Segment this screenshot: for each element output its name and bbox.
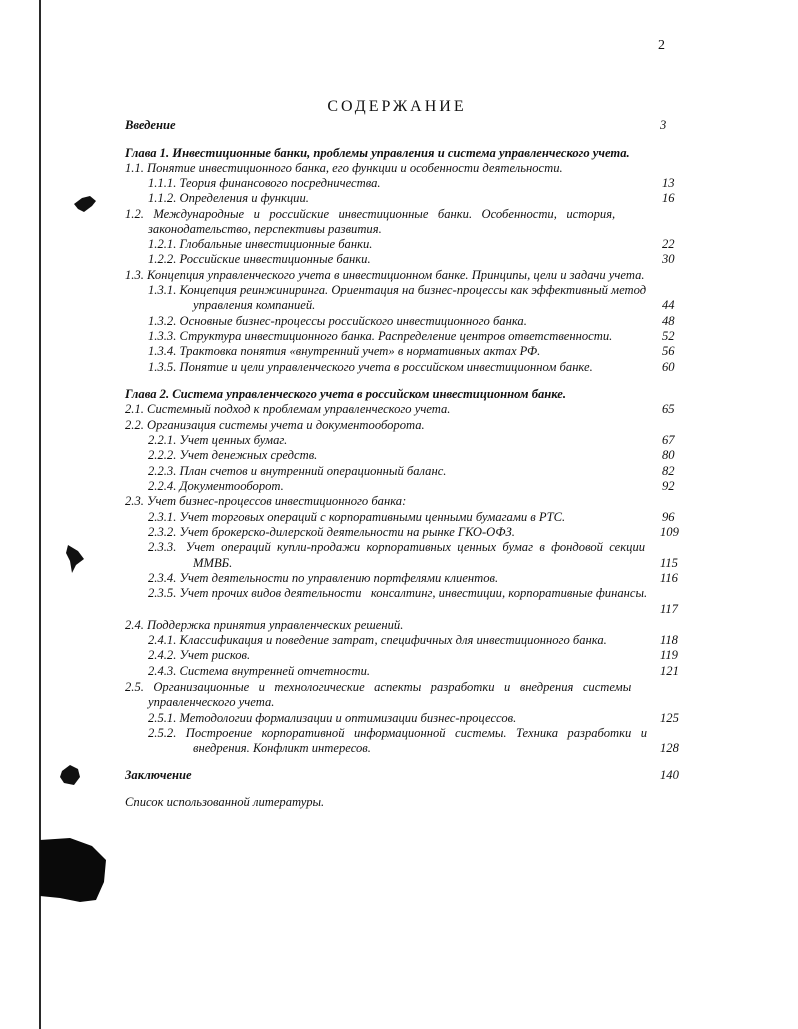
toc-item-1-1: 1.1. Понятие инвестиционного банка, его функции и особенности деятельности.: [125, 161, 563, 175]
toc-page-2-1: 65: [662, 402, 675, 416]
toc-page-2-2-1: 67: [662, 433, 675, 447]
intro-entry: [125, 118, 176, 133]
toc-item-2-3-4: 2.3.4. Учет деятельности по управлению портфелями клиентов.: [148, 571, 499, 585]
page-title: [0, 98, 798, 116]
toc-item-2-1: 2.1. Системный подход к проблемам управленческого учета.: [125, 402, 451, 416]
title-text: СОДЕРЖАНИЕ: [327, 98, 467, 115]
intro-label: Введение: [125, 118, 176, 132]
toc-item-2-4-1: 2.4.1. Классификация и поведение затрат, специфичных для инвестиционного банка.: [148, 633, 607, 647]
toc-item-2-2-4: 2.2.4. Документооборот.: [148, 479, 284, 493]
toc-item-1-2-cont: законодательство, перспективы развития.: [148, 222, 382, 236]
toc-item-2-2-2: 2.2.2. Учет денежных средств.: [148, 448, 318, 462]
intro-page: 3: [660, 118, 667, 132]
toc-item-2-3-3-cont: ММВБ.: [193, 556, 233, 570]
toc-item-2-5: 2.5. Организационные и технологические аспекты разработки и внедрения системы: [125, 680, 632, 694]
toc-item-1-3-1: 1.3.1. Концепция реинжиниринга. Ориентация на бизнес-процессы как эффективный метод: [148, 283, 647, 297]
toc-item-2-3-1: 2.3.1. Учет торговых операций с корпоративными ценными бумагами в РТС.: [148, 510, 566, 524]
toc-item-1-2-2: 1.2.2. Российские инвестиционные банки.: [148, 252, 371, 266]
toc-item-2-4: 2.4. Поддержка принятия управленческих решений.: [125, 618, 404, 632]
toc-item-2-3-5: 2.3.5. Учет прочих видов деятельности консалтинг, инвестиции, корпоративные финансы.: [148, 586, 648, 600]
conclusion-label: Заключение: [125, 768, 192, 782]
toc-item-2-2-1: 2.2.1. Учет ценных бумаг.: [148, 433, 288, 447]
toc-page-2-4-3: 121: [660, 664, 679, 678]
toc-item-1-3-2: 1.3.2. Основные бизнес-процессы российского инвестиционного банка.: [148, 314, 527, 328]
toc-item-1-3: 1.3. Концепция управленческого учета в инвестиционном банке. Принципы, цели и задачи учета.: [125, 268, 645, 282]
toc-item-1-3-3: 1.3.3. Структура инвестиционного банка. Распределение центров ответственности.: [148, 329, 613, 343]
toc-item-1-2: 1.2. Международные и российские инвестиционные банки. Особенности, история,: [125, 207, 616, 221]
conclusion-page: 140: [660, 768, 679, 782]
toc-page-1-2-1: 22: [662, 237, 675, 251]
page-number: 2: [658, 38, 665, 53]
toc-page-2-2-2: 80: [662, 448, 675, 462]
toc-page-2-4-2: 119: [660, 648, 678, 662]
toc-page-2-4-1: 118: [660, 633, 678, 647]
toc-item-2-3-2: 2.3.2. Учет брокерско-дилерской деятельности на рынке ГКО-ОФЗ.: [148, 525, 515, 539]
toc-item-2-2-3: 2.2.3. План счетов и внутренний операционный баланс.: [148, 464, 447, 478]
toc-page-2-5-2: 128: [660, 741, 679, 755]
toc-page-2-3-1: 96: [662, 510, 675, 524]
toc-page-1-3-5: 60: [662, 360, 675, 374]
toc-item-2-5-cont: управленческого учета.: [148, 695, 275, 709]
ink-blot-1: [72, 194, 98, 214]
toc-page-2-3-3: 115: [660, 556, 678, 570]
toc-item-2-4-2: 2.4.2. Учет рисков.: [148, 648, 251, 662]
toc-page-2-5-1: 125: [660, 711, 679, 725]
toc-page-2-2-3: 82: [662, 464, 675, 478]
toc-page-2-3-4: 116: [660, 571, 678, 585]
toc-item-2-5-2-cont: внедрения. Конфликт интересов.: [193, 741, 371, 755]
toc-item-2-5-1: 2.5.1. Методологии формализации и оптимизации бизнес-процессов.: [148, 711, 517, 725]
toc-item-1-2-1: 1.2.1. Глобальные инвестиционные банки.: [148, 237, 373, 251]
toc-page-1-1-2: 16: [662, 191, 675, 205]
toc-item-1-3-1-cont: управления компанией.: [193, 298, 316, 312]
toc-item-1-3-5: 1.3.5. Понятие и цели управленческого учета в российском инвестиционном банке.: [148, 360, 593, 374]
chapter2-title: Глава 2. Система управленческого учета в российском инвестиционном банке.: [125, 387, 567, 401]
toc-item-2-3-3: 2.3.3. Учет операций купли-продажи корпоративных ценных бумаг в фондовой секции: [148, 540, 646, 554]
toc-page-1-3-4: 56: [662, 344, 675, 358]
chapter1-title: Глава 1. Инвестиционные банки, проблемы управления и система управленческого учета.: [125, 146, 630, 160]
ink-blot-3: [58, 763, 82, 787]
toc-page-1-3-1: 44: [662, 298, 675, 312]
toc-page-1-3-2: 48: [662, 314, 675, 328]
toc-page-2-2-4: 92: [662, 479, 675, 493]
toc-item-1-3-4: 1.3.4. Трактовка понятия «внутренний учет» в нормативных актах РФ.: [148, 344, 541, 358]
toc-item-2-3: 2.3. Учет бизнес-процессов инвестиционного банка:: [125, 494, 407, 508]
toc-item-2-5-2: 2.5.2. Построение корпоративной информационной системы. Техника разработки и: [148, 726, 648, 740]
ink-blot-2: [64, 543, 88, 575]
toc-page-1-3-3: 52: [662, 329, 675, 343]
ink-blot-4: [40, 838, 110, 904]
toc-item-2-4-3: 2.4.3. Система внутренней отчетности.: [148, 664, 371, 678]
toc-page-2-3-5: 117: [660, 602, 678, 616]
toc-page-1-2-2: 30: [662, 252, 675, 266]
toc-item-1-1-2: 1.1.2. Определения и функции.: [148, 191, 309, 205]
toc-page-1-1-1: 13: [662, 176, 675, 190]
toc-item-1-1-1: 1.1.1. Теория финансового посредничества.: [148, 176, 381, 190]
toc-item-2-2: 2.2. Организация системы учета и документооборота.: [125, 418, 425, 432]
bibliography-entry: Список использованной литературы.: [125, 795, 325, 809]
toc-page-2-3-2: 109: [660, 525, 679, 539]
